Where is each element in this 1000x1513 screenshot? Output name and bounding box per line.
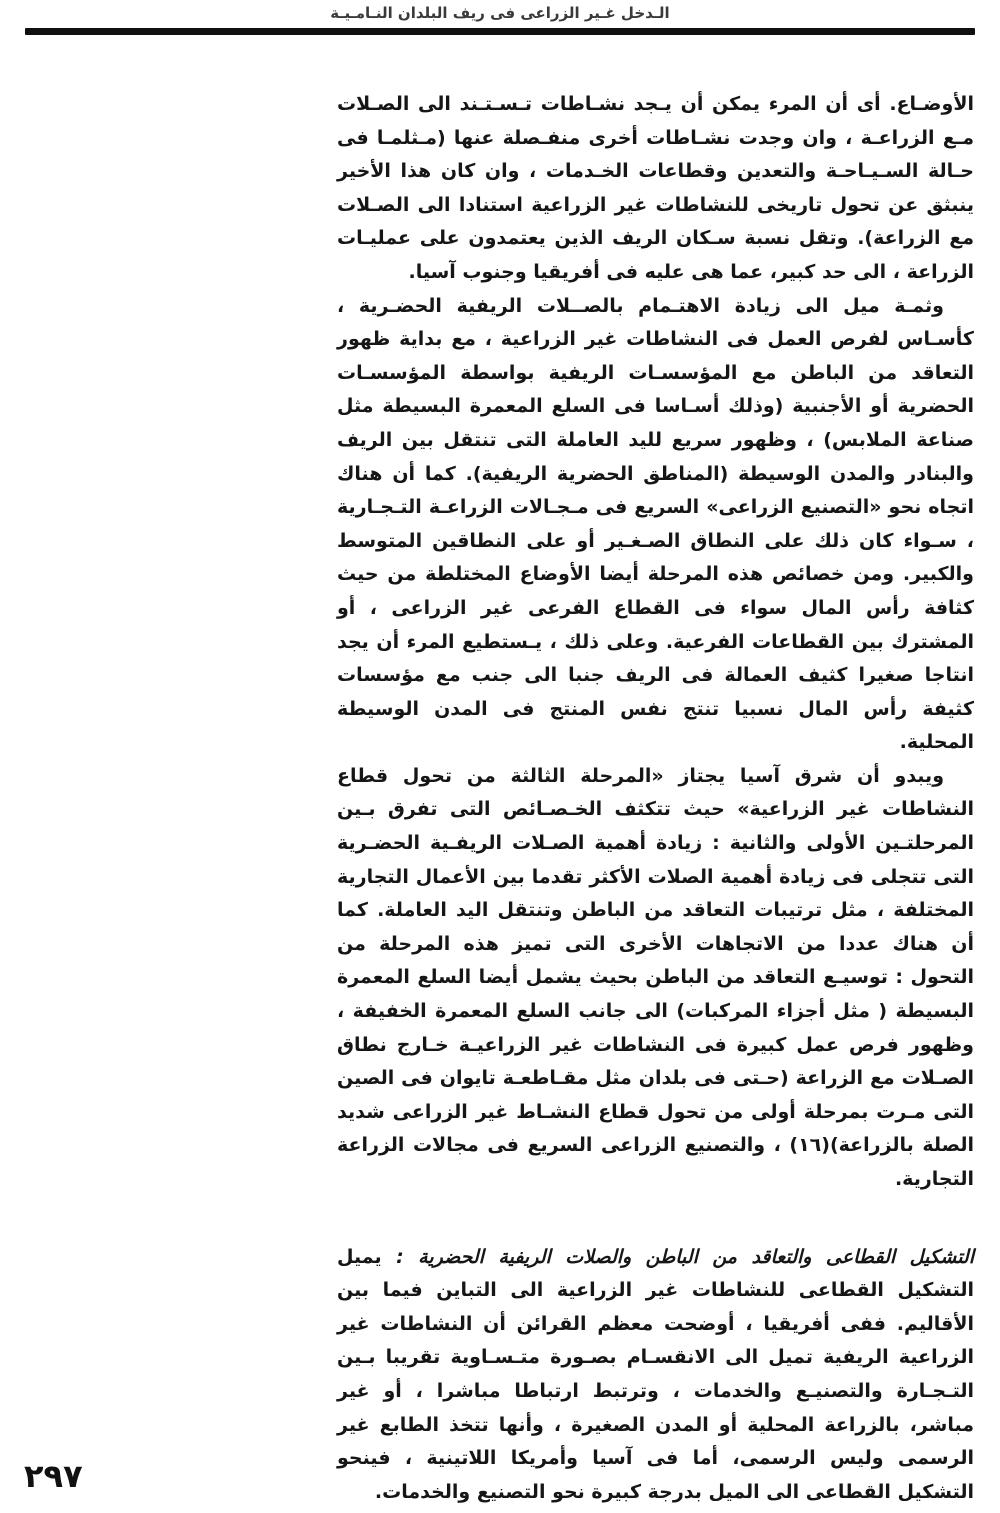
section-text: يميل التشكيل القطاعى للنشاطات غير الزراعية الى التباين فيما بين الأقاليم. ففى أفريقيا ، أوضحت معظم القرائن أن النشاطات غير الزراعية الريفية تميل الى الانقسـام بصـورة متـسـاوية تقريبا بـين التـجـارة والتصنيـع والخدمات ، وترتبط ارتباطا مباشرا ، أو غير مباشر، بالزراعة المحلية أو المدن الصغيرة ، وأنها تتخذ الطابع غير الرسمى وليس الرسمى، أما فى آسيا وأمريكا اللاتينية ، فينحو التشكيل القطاعى الى الميل بدرجة كبيرة نحو التصنيع والخدمات. [337, 1245, 974, 1503]
body-text [337, 88, 974, 1509]
paragraph-3: ويبدو أن شرق آسيا يجتاز «المرحلة الثالثة من تحول قطاع النشاطات غير الزراعية» حيث تتكثف الخـصـائص التى تفرق بـين المرحلتـين الأولى والثانية : زيادة أهمية الصـلات الريفـية الحضـرية التى تتجلى فى زيادة أهمية الصلات الأكثر تقدما بين الأعمال التجارية المختلفة ، مثل ترتيبات التعاقد من الباطن وتنتقل اليد العاملة. كما أن هناك عددا من الاتجاهات الأخرى التى تميز هذه المرحلة من التحول : توسيـع التعاقد من الباطن بحيث يشمل أيضا السلع المعمرة البسيطة ( مثل أجزاء المركبات) الى جانب السلع المعمرة الخفيفة ، وظهور فرص عمل كبيرة فى النشاطات غير الزراعيـة خـارج نطاق الصـلات مع الزراعة (حـتى فى بلدان مثل مقـاطعـة تايوان فى الصين التى مـرت بمرحلة أولى من تحول قطاع النشـاط غير الزراعى شديد الصلة بالزراعة)(١٦) ، والتصنيع الزراعى السريع فى مجالات الزراعة التجارية. [337, 764, 974, 1190]
header-rule [25, 28, 975, 35]
page-number: ٢٩٧ [24, 1457, 83, 1495]
paragraph-2: وثمـة ميل الى زيادة الاهتـمام بالصــلات الريفية الحضـرية ، كأسـاس لفرص العمل فى النشاطات غير الزراعية ، مع بداية ظهور التعاقد من الباطن مع المؤسسـات الريفية بواسطة المؤسسـات الحضرية أو الأجنبية (وذلك أسـاسا فى السلع المعمرة البسيطة مثل صناعة الملابس) ، وظهور سريع لليد العاملة التى تنتقل بين الريف والبنادر والمدن الوسيطة (المناطق الحضرية الريفية). كما أن هناك اتجاه نحو «التصنيع الزراعى» السريع فى مـجـالات الزراعـة التـجـارية ، سـواء كان ذلك على النطاق الصـغـير أو على النطاقين المتوسط والكبير. ومن خصائص هذه المرحلة أيضا الأوضاع المختلطة من حيث كثافة رأس المال سواء فى القطاع الفرعى غير الزراعى ، أو المشترك بين القطاعات الفرعية. وعلى ذلك ، يـستطيع المرء أن يجد انتاجا صغيرا كثيف العمالة فى الريف جنبا الى جنب مع مؤسسات كثيفة رأس المال نسبيا تنتج نفس المنتج فى المدن الوسيطة المحلية. [337, 294, 974, 754]
section-paragraph [337, 1241, 974, 1510]
page-header [0, 0, 1000, 35]
paragraph-1: الأوضـاع. أى أن المرء يمكن أن يـجد نشـاطات تـسـتـند الى الصـلات مـع الزراعـة ، وان وجدت نشـاطات أخرى منفـصلة عنها (مـثلمـا فى حـالة السـيـاحـة والتعدين وقطاعات الخـدمات ، وان كان هذا الأخير ينبثق عن تحول تاريخى للنشاطات غير الزراعية استنادا الى الصـلات مع الزراعة). وتقل نسبة سـكان الريف الذين يعتمدون على عمليـات الزراعة ، الى حد كبير، عما هى عليه فى أفريقيا وجنوب آسيا. [337, 93, 974, 283]
section-heading: التشكيل القطاعى والتعاقد من الباطن والصلات الريفية الحضرية : [396, 1245, 974, 1268]
header-title: الـدخل غـير الزراعى فى ريف البلدان النـامـيـة [330, 4, 670, 22]
